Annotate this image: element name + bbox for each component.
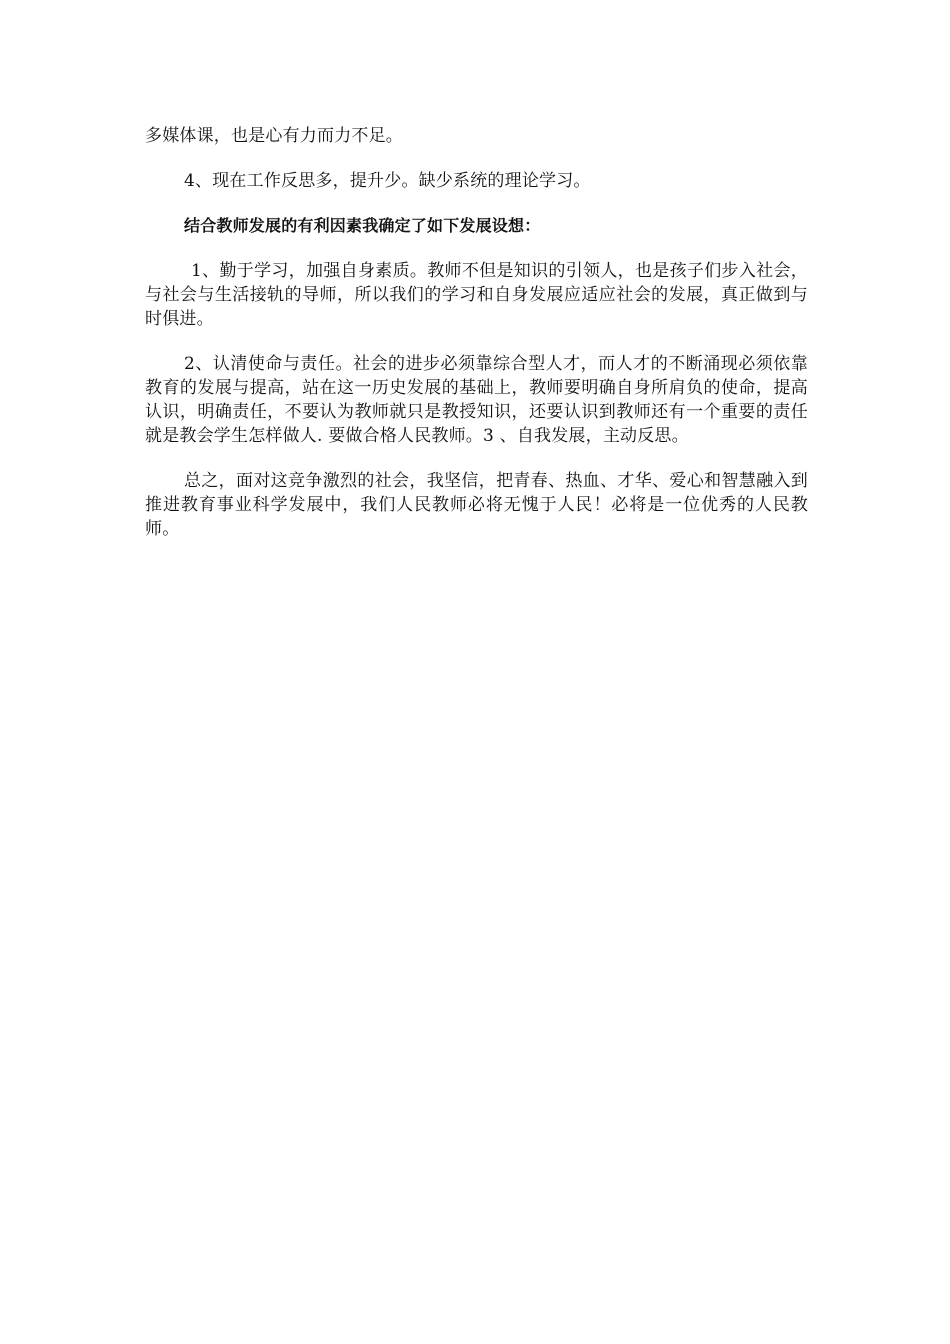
paragraph-item-1: 1、勤于学习，加强自身素质。教师不但是知识的引领人，也是孩子们步入社会，与社会与生活接轨的导师，所以我们的学习和自身发展应适应社会的发展，真正做到与时俱进。 — [145, 261, 808, 329]
document-body — [145, 124, 808, 562]
section-heading: 结合教师发展的有利因素我确定了如下发展设想： — [184, 216, 541, 235]
paragraph-item-2: 2、认清使命与责任。社会的进步必须靠综合型人才，而人才的不断涌现必须依靠教育的发展与提高，站在这一历史发展的基础上，教师要明确自身所肩负的使命，提高认识，明确责任，不要认为教师就只是教授知识，还要认识到教师还有一个重要的责任就是教会学生怎样做人. 要做合格人民教师。3 、自我发展，主动反思。 — [145, 354, 808, 446]
paragraph-conclusion: 总之，面对这竞争激烈的社会，我坚信，把青春、热血、才华、爱心和智慧融入到推进教育事业科学发展中，我们人民教师必将无愧于人民！必将是一位优秀的人民教师。 — [145, 471, 808, 539]
paragraph-continuation: 多媒体课，也是心有力而力不足。 — [145, 126, 403, 146]
paragraph-item-4: 4、现在工作反思多，提升少。缺少系统的理论学习。 — [184, 171, 591, 191]
